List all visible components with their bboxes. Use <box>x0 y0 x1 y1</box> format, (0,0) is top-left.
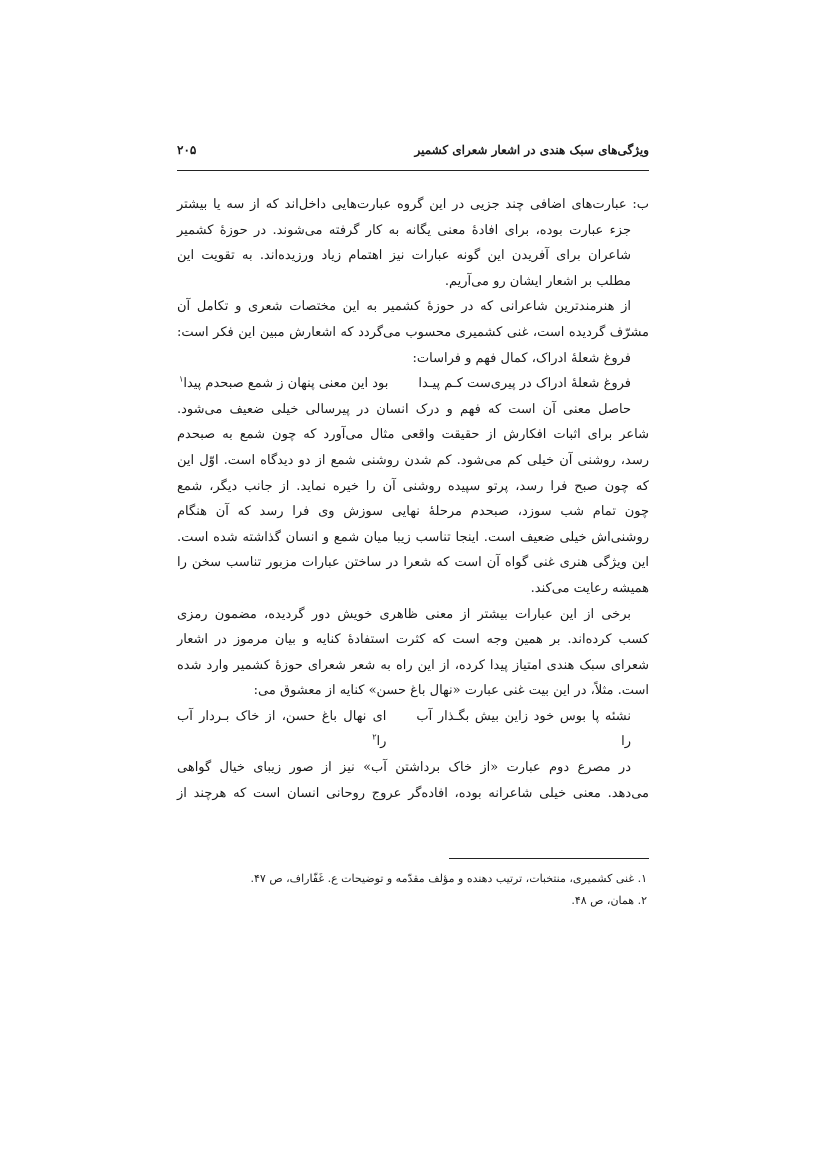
text-line: می‌دهد. معنی خیلی شاعرانه بوده، افاده‌گر عروج روحانی انسان است که هرچند از <box>177 785 649 801</box>
text-line: این ویژگی هنری غنی گواه آن است که شعرا در ساختن عبارات مزبور تناسب سخن را <box>177 555 649 571</box>
verse-2-hemistich-b-wrap <box>177 704 386 755</box>
text-line: جزء عبارت بوده، برای افادهٔ معنی یگانه به کار گرفته می‌شوند. در حوزهٔ کشمیر <box>177 222 631 238</box>
text-line: که چون صبح فرا رسد، پرتو سپیده روشنی آن را خیره نماید. از جانب دیگر، شمع <box>177 478 649 494</box>
footnote-divider <box>449 858 649 859</box>
verse-1 <box>177 371 649 397</box>
text-line: برخی از این عبارات بیشتر از معنی ظاهری خویش دور گردیده، مضمون رمزی <box>177 606 631 622</box>
text-line: در مصرع دوم عبارت «از خاک برداشتن آب» نیز از صور زیبای خیال گواهی <box>177 760 631 776</box>
verse-2-hemistich-b: ای نهال باغ حسن، از خاک بـردار آب را <box>177 708 387 750</box>
verse-2 <box>177 704 649 755</box>
text-line: ب: عبارت‌های اضافی چند جزیی در این گروه عبارت‌هایی داخل‌اند که از سه یا بیشتر <box>177 197 649 212</box>
text-line: مطلب بر اشعار ایشان رو می‌آریم. <box>444 273 631 289</box>
paragraph-1 <box>177 192 649 294</box>
footnote-ref-2: ۲ <box>372 733 377 743</box>
verse-1-hemistich-a: فروغ شعلهٔ ادراک در پیری‌ست کـم پیـدا <box>418 376 631 392</box>
body-text <box>177 192 649 806</box>
text-line: کسب کرده‌اند. بر همین وجه است که کثرت استفادهٔ کنایه و بیان مرموز در اشعار <box>177 632 649 648</box>
text-line: شاعر برای اثبات افکارش از حقیقت واقعی مثال می‌آورد که چون شمع به صبحدم <box>177 427 649 443</box>
text-line: روشنی‌اش خیلی ضعیف است. اینجا تناسب زیبا میان شمع و انسان گذاشته شده است. <box>177 529 649 545</box>
verse-1-hemistich-b: بود این معنی پنهان ز شمع صبحدم پیدا <box>183 376 389 392</box>
paragraph-3 <box>177 397 649 602</box>
text-line: همیشه رعایت می‌کند. <box>530 580 649 596</box>
text-line: مشرّف گردیده است، غنی کشمیری محسوب می‌گردد که اشعارش مبین این فکر است: <box>177 324 649 340</box>
text-line: رسد، روشنی آن خیلی کم می‌شود. کم شدن روشنی شمع از دو دیدگاه است. اوّل این <box>177 452 649 468</box>
paragraph-5 <box>177 755 649 806</box>
footnotes <box>177 868 649 912</box>
paragraph-4 <box>177 602 649 704</box>
text-line: شعرای سبک هندی امتیاز پیدا کرده، از این راه به شعر شعرای حوزهٔ کشمیر وارد شده <box>177 657 649 673</box>
page-header <box>177 143 649 165</box>
text-line: حاصل معنی آن است که فهم و درک انسان در پیرسالی خیلی ضعیف می‌شود. <box>177 401 631 417</box>
header-divider <box>177 170 649 171</box>
running-title: ویژگی‌های سبک هندی در اشعار شعرای کشمیر <box>414 143 649 157</box>
page-number: ۲۰۵ <box>177 143 197 157</box>
text-line: از هنرمندترین شاعرانی که در حوزهٔ کشمیر به این مختصات شعری و تکامل آن <box>177 299 631 315</box>
document-page <box>177 0 649 1169</box>
text-line: شاعران برای آفریدن این گونه عبارات نیز اهتمام زیاد ورزیده‌اند. به تقویت این <box>177 248 631 264</box>
example-heading: فروغ شعلهٔ ادراک، کمال فهم و فراسات: <box>412 350 631 366</box>
verse-2-hemistich-a: نشئه پا بوس خود زاین بیش بگـذار آب را <box>416 708 631 750</box>
footnote-ref-1: ۱ <box>179 374 184 384</box>
text-line: چون تمام شب سوزد، صبحدم مرحلهٔ نهایی سوزش وی فرا رسد که آن هنگام <box>177 504 649 520</box>
footnote-1: ۱. غنی کشمیری، منتخبات، ترتیب دهنده و مؤلف مقدّمه و توضیحات ع. غَفّاراف، ص ۴۷. <box>250 872 647 885</box>
verse-1-hemistich-b-wrap <box>179 371 388 397</box>
footnote-2: ۲. همان، ص ۴۸. <box>571 894 647 907</box>
text-line: است. مثلاً، در این بیت غنی عبارت «نهال باغ حسن» کنایه از معشوق می: <box>253 683 649 699</box>
paragraph-2 <box>177 294 649 345</box>
